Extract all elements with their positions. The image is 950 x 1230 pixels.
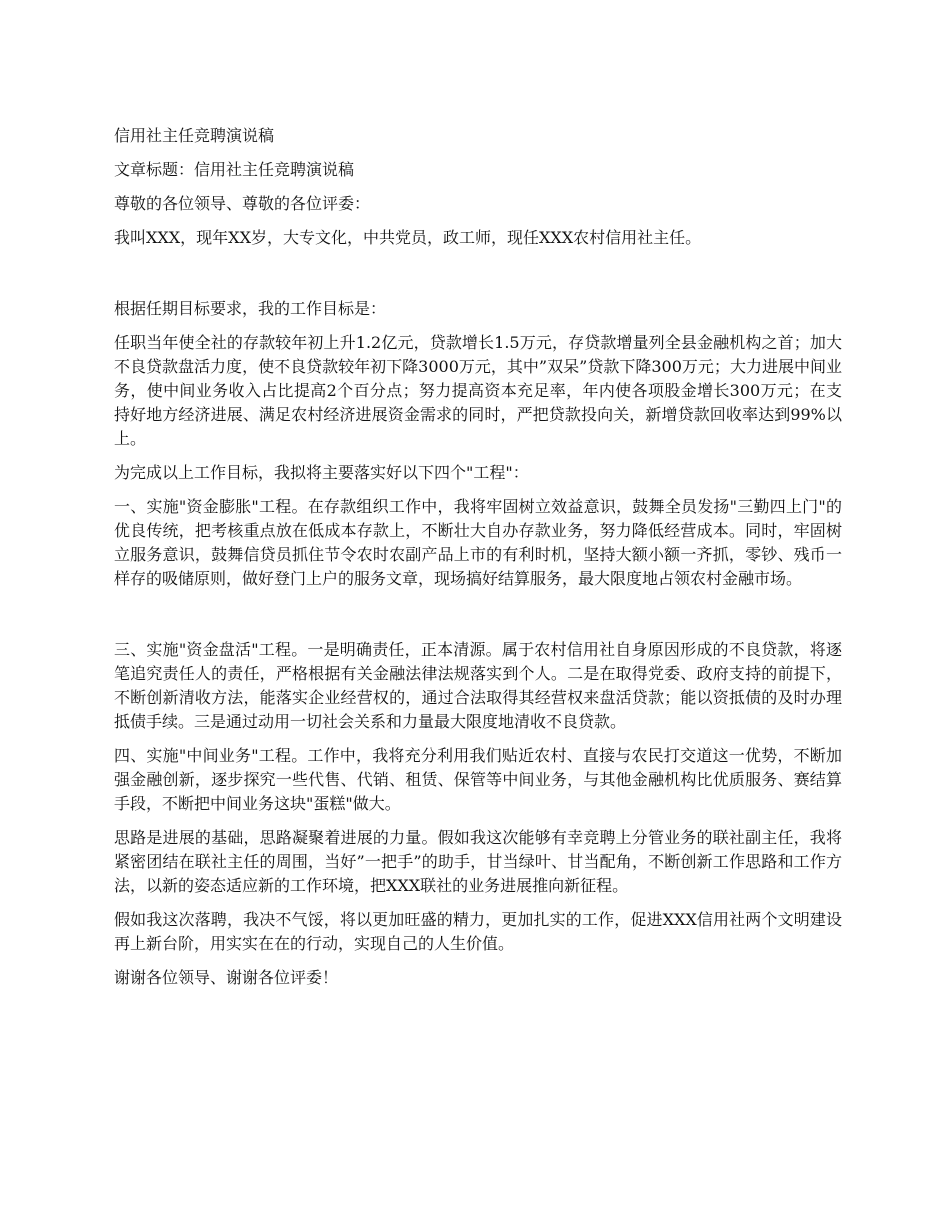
thanks-paragraph: 谢谢各位领导、谢谢各位评委！: [114, 968, 339, 987]
salutation: 尊敬的各位领导、尊敬的各位评委：: [114, 194, 371, 213]
thoughts-paragraph: 思路是进展的基础，思路凝聚着进展的力量。假如我这次能够有幸竞聘上分管业务的联社副主任，我将紧密团结在联社主任的周围，当好”一把手”的助手，甘当绿叶、甘当配角，不断创新工作思路和工作方法，以新的姿态适应新的工作环境，把XXX联社的业务进展推向新征程。: [114, 828, 842, 895]
document-body: [114, 124, 842, 1000]
if-fail-paragraph: 假如我这次落聘，我决不气馁，将以更加旺盛的精力，更加扎实的工作，促进XXX信用社两个文明建设再上新台阶，用实实在在的行动，实现自己的人生价值。: [114, 910, 842, 953]
project-3-paragraph: 三、实施"资金盘活"工程。一是明确责任，正本清源。属于农村信用社自身原因形成的不良贷款，将逐笔追究责任人的责任，严格根据有关金融法律法规落实到个人。二是在取得党委、政府支持的前提下，不断创新清收方法，能落实企业经营权的，通过合法取得其经营权来盘活贷款；能以资抵债的及时办理抵债手续。三是通过动用一切社会关系和力量最大限度地清收不良贷款。: [114, 640, 842, 731]
document-title: 信用社主任竞聘演说稿: [114, 126, 275, 145]
project-1-paragraph: 一、实施"资金膨胀"工程。在存款组织工作中，我将牢固树立效益意识，鼓舞全员发扬"三勤四上门"的优良传统，把考核重点放在低成本存款上，不断壮大自办存款业务，努力降低经营成本。同时，牢固树立服务意识，鼓舞信贷员抓住节令农时农副产品上市的有利时机，坚持大额小额一齐抓，零钞、残币一样存的吸储原则，做好登门上户的服务文章，现场搞好结算服务，最大限度地占领农村金融市场。: [114, 497, 842, 588]
projects-lead-paragraph: 为完成以上工作目标，我拟将主要落实好以下四个"工程"：: [114, 463, 529, 482]
goals-paragraph: 任职当年使全社的存款较年初上升1.2亿元，贷款增长1.5万元，存贷款增量列全县金融机构之首；加大不良贷款盘活力度，使不良贷款较年初下降3000万元，其中”双呆”贷款下降300万元；大力进展中间业务，使中间业务收入占比提高2个百分点；努力提高资本充足率，年内使各项股金增长300万元；在支持好地方经济进展、满足农村经济进展资金需求的同时，严把贷款投向关，新增贷款回收率达到99%以上。: [114, 333, 842, 448]
article-title: 文章标题：信用社主任竞聘演说稿: [114, 160, 355, 179]
paragraph-gap: [114, 601, 842, 638]
paragraph-gap: [114, 260, 842, 297]
intro-paragraph: 我叫XXX，现年XX岁，大专文化，中共党员，政工师，现任XXX农村信用社主任。: [114, 228, 702, 247]
goals-lead-paragraph: 根据任期目标要求，我的工作目标是：: [114, 299, 387, 318]
project-4-paragraph: 四、实施"中间业务"工程。工作中，我将充分利用我们贴近农村、直接与农民打交道这一优势，不断加强金融创新，逐步探究一些代售、代销、租赁、保管等中间业务，与其他金融机构比优质服务、赛结算手段，不断把中间业务这块"蛋糕"做大。: [114, 746, 842, 813]
